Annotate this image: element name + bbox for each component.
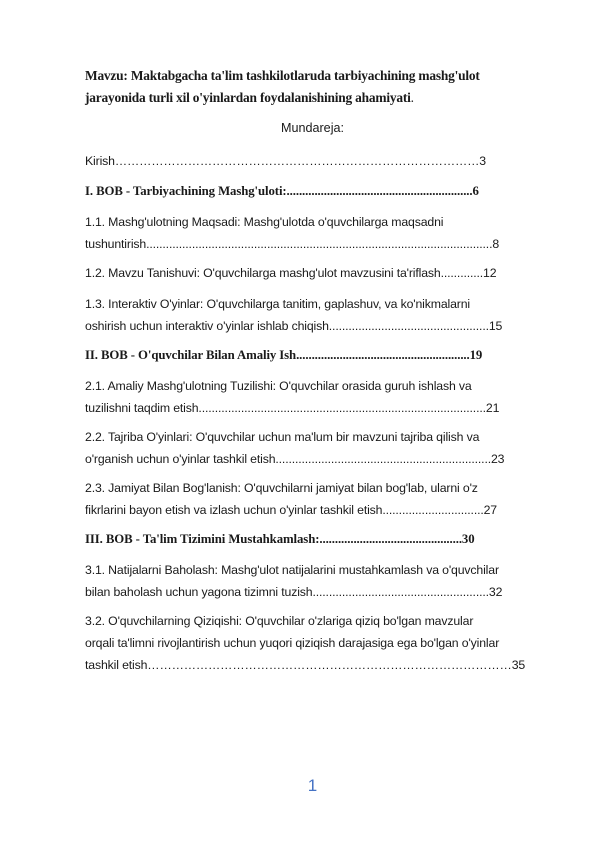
toc-line: I. BOB - Tarbiyachining Mashg'uloti:............................................................6 — [85, 184, 479, 198]
toc-entry-3-2 — [85, 610, 525, 676]
title-period: . — [410, 90, 414, 105]
toc-line: 2.3. Jamiyat Bilan Bog'lanish: O'quvchilarni jamiyat bilan bog'lab, ularni o'z — [85, 481, 478, 495]
toc-entry-1-2 — [85, 262, 496, 284]
toc-entry-chapter-2 — [85, 344, 482, 366]
toc-entry-introduction — [85, 150, 486, 172]
toc-entry-chapter-1 — [85, 180, 479, 202]
toc-line: 1.1. Mashg'ulotning Maqsadi: Mashg'ulotda o'quvchilarga maqsadni — [85, 215, 444, 229]
toc-entry-1-1 — [85, 211, 499, 255]
contents-heading: Mundareja: — [280, 121, 344, 135]
toc-entry-3-1 — [85, 559, 502, 603]
toc-line: tashkil etish………………………………………………………………………………35 — [85, 658, 526, 672]
title-line-1: Mavzu: Maktabgacha ta'lim tashkilotlaruda tarbiyachining mashg'ulot — [85, 68, 480, 83]
toc-entry-2-2 — [85, 426, 504, 470]
toc-line: 2.2. Tajriba O'yinlari: O'quvchilar uchun ma'lum bir mavzuni tajriba qilish va — [85, 430, 480, 444]
toc-entry-2-3 — [85, 477, 497, 521]
toc-line: fikrlarini bayon etish va izlash uchun o'yinlar tashkil etish...............................27 — [85, 503, 497, 517]
toc-line: bilan baholash uchun yagona tizimni tuzish......................................................32 — [85, 585, 503, 599]
toc-line: 3.1. Natijalarni Baholash: Mashg'ulot natijalarini mustahkamlash va o'quvchilar — [85, 563, 499, 577]
toc-line: orqali ta'limni rivojlantirish uchun yuqori qiziqish darajasiga ega bo'lgan o'yinlar — [85, 636, 500, 650]
toc-line: 1.3. Interaktiv O'yinlar: O'quvchilarga tanitim, gaplashuv, va ko'nikmalarni — [85, 297, 470, 311]
toc-line: oshirish uchun interaktiv o'yinlar ishlab chiqish.................................................15 — [85, 319, 503, 333]
toc-line: tuzilishni taqdim etish........................................................................................21 — [85, 401, 500, 415]
toc-line: 2.1. Amaliy Mashg'ulotning Tuzilishi: O'quvchilar orasida guruh ishlash va — [85, 379, 472, 393]
title-line-2-text: jarayonida turli xil o'yinlardan foydalanishining ahamiyati — [85, 90, 411, 105]
document-title — [85, 64, 545, 108]
title-line-2 — [85, 86, 545, 108]
toc-line: III. BOB - Ta'lim Tizimini Mustahkamlash:..............................................30 — [85, 532, 475, 546]
toc-line: 1.2. Mavzu Tanishuvi: O'quvchilarga mashg'ulot mavzusini ta'riflash.............12 — [85, 266, 497, 280]
toc-line: o'rganish uchun o'yinlar tashkil etish..................................................................23 — [85, 452, 505, 466]
toc-line: tushuntirish..........................................................................................................8 — [85, 237, 500, 251]
page-number: 1 — [307, 776, 318, 795]
toc-line: 3.2. O'quvchilarning Qiziqishi: O'quvchilar o'zlariga qiziq bo'lgan mavzular — [85, 614, 474, 628]
toc-entry-chapter-3 — [85, 528, 475, 550]
toc-entry-1-3 — [85, 293, 502, 337]
toc-entry-2-1 — [85, 375, 499, 419]
toc-line: Kirish………………………………………………………………………………3 — [85, 154, 486, 168]
toc-line: II. BOB - O'quvchilar Bilan Amaliy Ish........................................................19 — [85, 348, 483, 362]
